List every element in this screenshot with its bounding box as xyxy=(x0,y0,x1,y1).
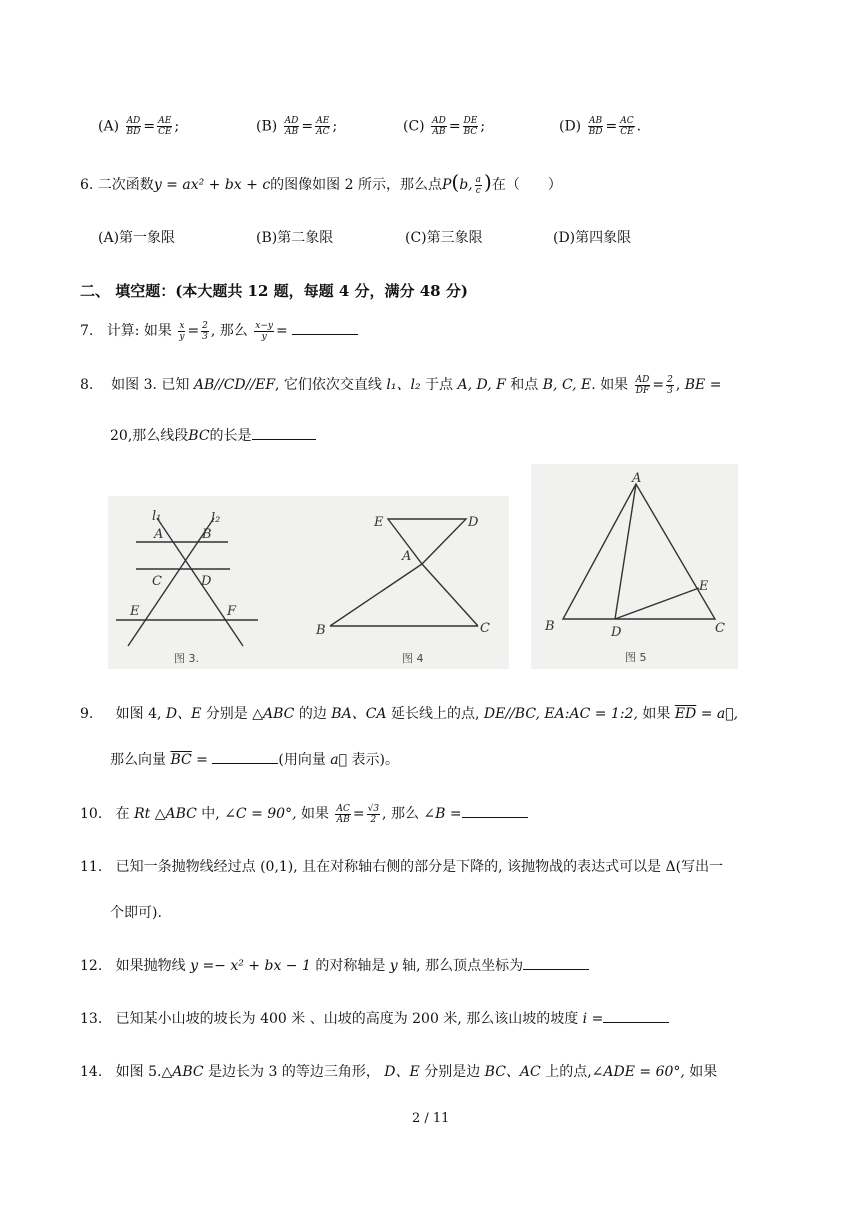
q5-option-b: (B) $\frac{AD}{AB}$ = $\frac{AE}{AC}$ ; xyxy=(256,116,338,137)
math-expression: y = ax² + bx + c xyxy=(153,177,271,193)
label-c: C xyxy=(152,574,162,589)
q6-option-b: (B)第二象限 xyxy=(256,230,334,246)
figure-5-caption: 图 5 xyxy=(625,651,647,664)
question-number: 14. xyxy=(80,1064,103,1080)
q6-option-c: (C)第三象限 xyxy=(405,230,483,246)
fraction: $\frac{AC}{AB}$ xyxy=(336,803,350,825)
label-b: B xyxy=(545,619,555,634)
question-number: 9. xyxy=(80,706,94,722)
math-expression: P xyxy=(441,177,452,193)
figure-5-drawing xyxy=(531,464,738,669)
label-a: A xyxy=(154,527,164,542)
label-c: C xyxy=(715,621,725,636)
q5-option-c: (C) $\frac{AD}{AB}$ = $\frac{DE}{BC}$ ; xyxy=(403,116,486,137)
fraction: $\frac{√3}{2}$ xyxy=(367,803,380,825)
question-11 xyxy=(80,856,723,876)
fraction: $\frac{AD}{DF}$ xyxy=(635,374,650,396)
question-11-line2: 个即可). xyxy=(110,905,162,921)
answer-blank[interactable] xyxy=(603,1010,669,1023)
page-number: 2 / 11 xyxy=(412,1111,450,1126)
label-a: A xyxy=(402,549,412,564)
label-e: E xyxy=(699,579,709,594)
label-b: B xyxy=(202,527,212,542)
question-text: 在（ ） xyxy=(491,177,562,193)
question-10: 10. 在 Rt △ABC 中, ∠C = 90°, 如果 $\frac{AC}{AB}$ = $\frac{√3}{2}$ , 那么 ∠B = xyxy=(80,803,528,825)
fraction: $\frac{DE}{BC}$ xyxy=(463,116,478,137)
answer-blank[interactable] xyxy=(523,957,589,970)
question-6: 6. 二次函数y = ax² + bx + c的图像如图 2 所示，那么点P(b, $\frac{a}{c}$ )在（ ） xyxy=(80,170,562,196)
label-l1: l₁ xyxy=(152,509,162,524)
fraction: $\frac{2}{3}$ xyxy=(667,374,673,396)
label-b: B xyxy=(316,623,326,638)
label-e: E xyxy=(130,604,140,619)
answer-blank[interactable] xyxy=(212,751,278,764)
q6-option-a: (A)第一象限 xyxy=(98,230,176,246)
label-e: E xyxy=(374,515,384,530)
question-12: 12. 如果抛物线 y =− x² + bx − 1 的对称轴是 y 轴, 那么顶点坐标为 xyxy=(80,955,589,975)
fraction: $\frac{AC}{CE}$ xyxy=(620,116,634,137)
label-a: A xyxy=(632,471,642,486)
fraction: $\frac{a}{c}$ xyxy=(475,174,482,196)
question-9-line2: 那么向量 $\overline{BC}$ = (用向量 a⃗ 表示)。 xyxy=(110,752,399,768)
figure-3-4-drawing xyxy=(108,496,509,669)
label-c: C xyxy=(480,621,490,636)
fraction: $\frac{AE}{AC}$ xyxy=(316,116,330,137)
figure-3-4-photo xyxy=(108,496,509,669)
question-text: 已知一条抛物线经过点 (0,1), 且在对称轴右侧的部分是下降的, 该抛物战的表达式可以是 Δ(写出一 xyxy=(115,859,724,875)
option-label: (C) xyxy=(403,118,425,135)
question-number: 7. xyxy=(80,323,94,339)
vector-bc: $\overline{BC}$ xyxy=(170,752,192,768)
question-14: 14. 如图 5.△ABC 是边长为 3 的等边三角形， D、E 分别是边 BC、AC 上的点,∠ADE = 60°, 如果 xyxy=(80,1064,718,1080)
figure-4-caption: 图 4 xyxy=(402,652,424,665)
label-l2: l₂ xyxy=(211,511,221,526)
fraction: $\frac{x-y}{y}$ xyxy=(255,320,273,342)
question-13: 13. 已知某小山坡的坡长为 400 米 、山坡的高度为 200 米, 那么该山坡的坡度 i = xyxy=(80,1008,669,1028)
question-number: 6. xyxy=(80,177,94,193)
fraction: $\frac{AD}{AB}$ xyxy=(284,116,299,137)
label-d: D xyxy=(468,515,479,530)
fraction: $\frac{AB}{BD}$ xyxy=(588,116,603,137)
question-7: 7. 计算: 如果 $\frac{x}{y}$ = $\frac{2}{3}$ , 那么 $\frac{x-y}{y}$ = xyxy=(80,320,358,342)
question-number: 12. xyxy=(80,958,103,974)
fraction: $\frac{2}{3}$ xyxy=(202,320,208,342)
fraction: $\frac{AE}{CE}$ xyxy=(158,116,172,137)
question-8-line2: 20,那么线段BC的长是 xyxy=(110,425,316,445)
q5-option-d: (D) $\frac{AB}{BD}$ = $\frac{AC}{CE}$ . xyxy=(559,116,642,137)
question-text: 的图像如图 2 所示，那么点 xyxy=(270,177,442,193)
fraction: $\frac{AD}{AB}$ xyxy=(432,116,446,137)
label-d: D xyxy=(611,625,622,640)
question-number: 10. xyxy=(80,806,103,822)
figure-3-caption: 图 3. xyxy=(174,652,199,665)
fraction: $\frac{x}{y}$ xyxy=(179,320,185,342)
fraction: $\frac{AD}{BD}$ xyxy=(126,116,141,137)
answer-blank[interactable] xyxy=(292,322,358,335)
option-label: (A) xyxy=(98,118,120,135)
vector-ed: $\overline{ED}$ xyxy=(674,706,697,722)
question-9: 9. 如图 4, D、E 分别是 △ABC 的边 BA、CA 延长线上的点, DE//BC, EA:AC = 1:2, 如果 $\overline{ED}$ = a⃗, xyxy=(80,706,739,722)
question-number: 13. xyxy=(80,1011,103,1027)
section-heading: 二、 填空题：(本大题共 12 题，每题 4 分，满分 48 分) xyxy=(80,282,468,300)
figure-5-photo xyxy=(531,464,738,669)
question-text: 二次函数 xyxy=(97,177,154,193)
option-label: (D) xyxy=(559,118,582,135)
label-f: F xyxy=(227,604,237,619)
question-number: 8. xyxy=(80,377,94,393)
q5-option-a: (A) $\frac{AD}{BD}$ = $\frac{AE}{CE}$ ; xyxy=(98,116,180,137)
answer-blank[interactable] xyxy=(462,805,528,818)
q6-option-d: (D)第四象限 xyxy=(553,230,632,246)
question-number: 11. xyxy=(80,859,103,875)
question-8: 8. 如图 3. 已知 AB//CD//EF, 它们依次交直线 l₁、l₂ 于点 A, D, F 和点 B, C, E. 如果 $\frac{AD}{DF}$ = $\frac{2}{3}$ , BE = xyxy=(80,374,722,396)
label-d: D xyxy=(201,574,212,589)
option-label: (B) xyxy=(256,118,278,135)
answer-blank[interactable] xyxy=(252,427,316,440)
